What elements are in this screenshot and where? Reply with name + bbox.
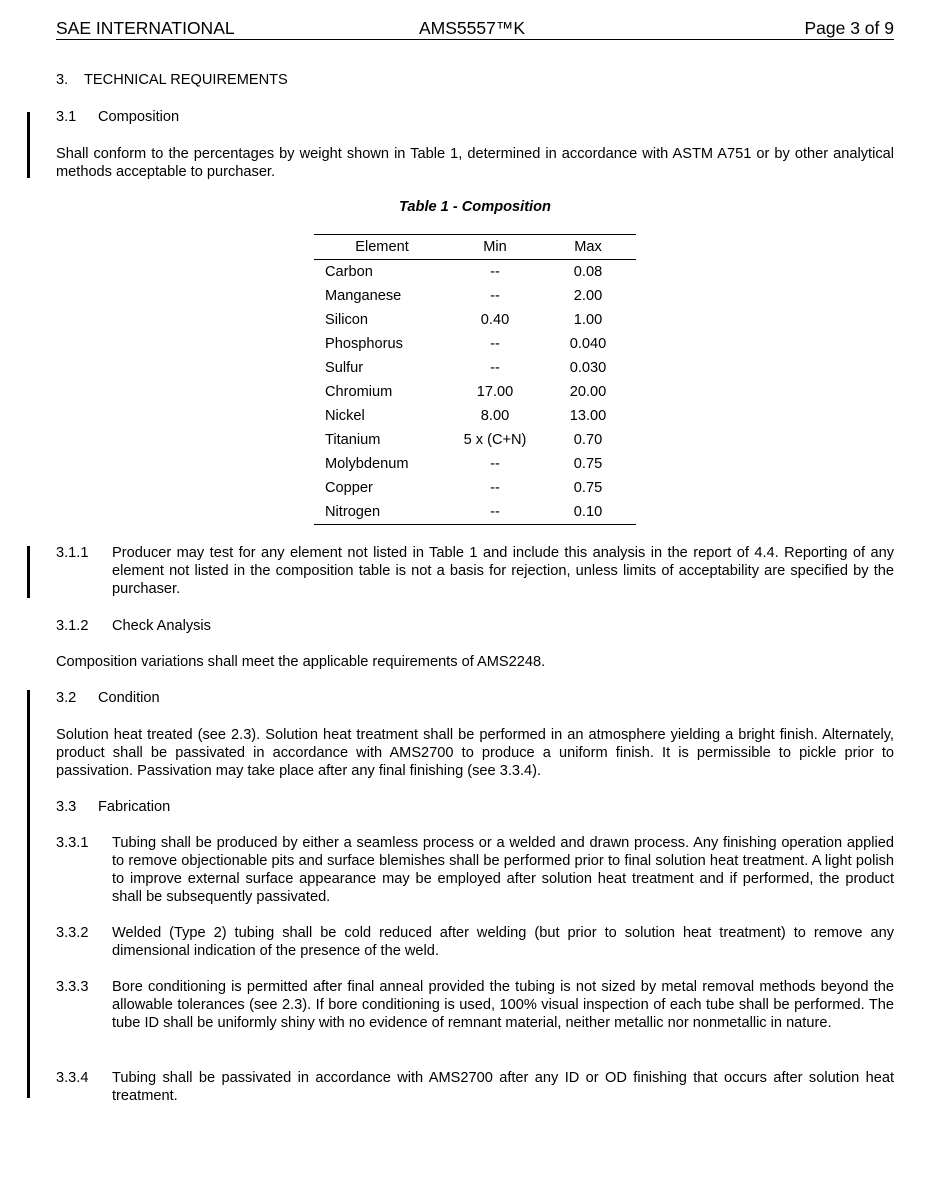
revision-change-bar — [27, 690, 30, 1098]
composition-table — [314, 234, 636, 525]
section-3-2-number: 3.2 — [56, 690, 77, 706]
cell-min: -- — [490, 360, 500, 376]
revision-change-bar — [27, 546, 30, 598]
section-3-3-3-body: Bore conditioning is permitted after final anneal provided the tubing is not sized by metal removal methods beyond the allowable tolerances (see 2.3). If bore conditioning is used, 100% visual inspection of each tube shall be performed. The tube ID shall be uniformly shiny with no evidence of remnant material, neither metallic nor nonmetallic in nature. — [112, 979, 894, 1031]
section-3-3-4-body: Tubing shall be passivated in accordance with AMS2700 after any ID or OD finishing that occurs after solution heat treatment. — [112, 1070, 894, 1104]
column-header-element: Element — [314, 235, 450, 260]
cell-element: Chromium — [325, 384, 393, 400]
cell-max: 0.75 — [573, 456, 603, 472]
section-3-1-number: 3.1 — [56, 109, 77, 125]
cell-element: Copper — [325, 480, 373, 496]
page-number: Page 3 of 9 — [804, 18, 894, 38]
table-row — [314, 284, 636, 308]
cell-element: Molybdenum — [325, 456, 409, 472]
section-3-number: 3. — [56, 72, 69, 88]
column-header-max: Max — [540, 235, 636, 260]
revision-change-bar — [27, 112, 30, 178]
table-row — [314, 404, 636, 428]
cell-element: Titanium — [325, 432, 381, 448]
section-3-title: TECHNICAL REQUIREMENTS — [84, 72, 288, 88]
section-3-1-body: Shall conform to the percentages by weight shown in Table 1, determined in accordance with ASTM A751 or by other analytical methods acceptable to purchaser. — [56, 146, 894, 180]
cell-max: 2.00 — [573, 288, 603, 304]
cell-max: 13.00 — [569, 408, 607, 424]
section-3-3-title: Fabrication — [98, 799, 171, 815]
table-row — [314, 308, 636, 332]
table-row — [314, 260, 636, 285]
cell-max: 0.040 — [569, 336, 607, 352]
cell-max: 1.00 — [573, 312, 603, 328]
publisher-name: SAE INTERNATIONAL — [56, 18, 235, 38]
table-header-row — [314, 235, 636, 260]
section-3-2-title: Condition — [98, 690, 160, 706]
cell-element: Silicon — [325, 312, 368, 328]
cell-max: 20.00 — [569, 384, 607, 400]
section-3-1-2-number: 3.1.2 — [56, 618, 89, 634]
cell-element: Nitrogen — [314, 500, 450, 525]
column-header-min: Min — [450, 235, 540, 260]
section-3-1-1-number: 3.1.1 — [56, 545, 89, 561]
cell-min: -- — [450, 500, 540, 525]
cell-element: Sulfur — [325, 360, 364, 376]
cell-min: -- — [490, 264, 500, 280]
cell-element: Phosphorus — [325, 336, 403, 352]
cell-min: 5 x (C+N) — [463, 432, 527, 448]
table-row — [314, 500, 636, 525]
section-3-1-title: Composition — [98, 109, 180, 125]
table-row — [314, 356, 636, 380]
cell-max: 0.75 — [573, 480, 603, 496]
page-header — [56, 17, 894, 40]
document-number: AMS5557™K — [419, 18, 526, 38]
section-3-3-number: 3.3 — [56, 799, 77, 815]
section-3-3-1-number: 3.3.1 — [56, 835, 89, 851]
cell-element: Nickel — [325, 408, 365, 424]
cell-max: 0.08 — [573, 264, 603, 280]
cell-max: 0.030 — [569, 360, 607, 376]
section-3-1-1-body: Producer may test for any element not listed in Table 1 and include this analysis in the report of 4.4. Reporting of any element not listed in the composition table is not a basis for rejection, unless limits of acceptability are specified by the purchaser. — [112, 545, 894, 597]
table-row — [314, 452, 636, 476]
section-3-3-2-number: 3.3.2 — [56, 925, 89, 941]
section-3-3-3-number: 3.3.3 — [56, 979, 89, 995]
table-row — [314, 428, 636, 452]
table-row — [314, 332, 636, 356]
cell-min: -- — [490, 480, 500, 496]
cell-min: 17.00 — [476, 384, 514, 400]
cell-max: 0.10 — [540, 500, 636, 525]
cell-element: Manganese — [325, 288, 402, 304]
cell-min: 0.40 — [480, 312, 510, 328]
section-3-3-4-number: 3.3.4 — [56, 1070, 89, 1086]
table-row — [314, 380, 636, 404]
cell-min: -- — [490, 336, 500, 352]
cell-element: Carbon — [325, 264, 373, 280]
table-caption: Table 1 - Composition — [399, 199, 551, 215]
cell-max: 0.70 — [573, 432, 603, 448]
section-3-2-body: Solution heat treated (see 2.3). Solution heat treatment shall be performed in an atmosphere yielding a bright finish. Alternately, product shall be passivated in accordance with AMS2700 to produce a uniform finish. It is permissible to pickle prior to passivation. Passivation may take place after any final finishing (see 3.3.4). — [56, 727, 894, 779]
cell-min: -- — [490, 288, 500, 304]
table-row — [314, 476, 636, 500]
cell-min: -- — [490, 456, 500, 472]
section-3-3-2-body: Welded (Type 2) tubing shall be cold reduced after welding (but prior to solution heat treatment) to remove any dimensional indication of the presence of the weld. — [112, 925, 894, 959]
section-3-1-2-title: Check Analysis — [112, 618, 211, 634]
section-3-3-1-body: Tubing shall be produced by either a seamless process or a welded and drawn process. Any finishing operation applied to remove objectionable pits and surface blemishes shall be performed prior to final solution heat treatment. A light polish to improve external surface appearance may be employed after solution heat treatment and if performed, the product shall be subsequently passivated. — [112, 835, 894, 905]
cell-min: 8.00 — [480, 408, 510, 424]
section-3-1-2-body: Composition variations shall meet the applicable requirements of AMS2248. — [56, 654, 546, 670]
